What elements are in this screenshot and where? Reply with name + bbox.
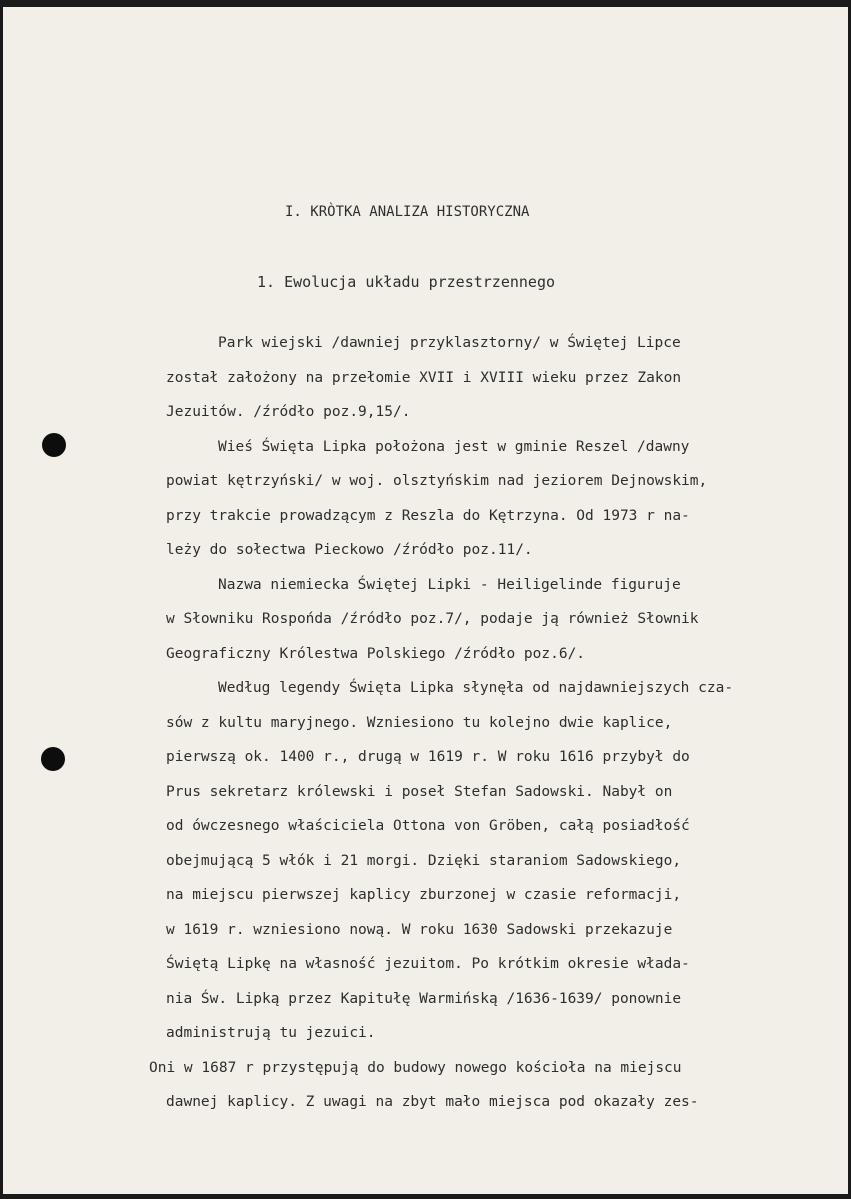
text-line: administrują tu jezuici. <box>166 1025 376 1041</box>
text-line: nia Św. Lipką przez Kapitułę Warmińską /1636-1639/ ponownie <box>166 990 682 1007</box>
text-line: Nazwa niemiecka Świętej Lipki - Heiligelinde figuruje <box>218 576 681 593</box>
text-line: obejmującą 5 włók i 21 morgi. Dzięki staraniom Sadowskiego, <box>166 852 682 869</box>
text-line: sów z kultu maryjnego. Wzniesiono tu kolejno dwie kaplice, <box>166 714 673 731</box>
text-line: w Słowniku Rospońda /źródło poz.7/, podaje ją również Słownik <box>166 611 699 627</box>
punch-hole-bottom <box>41 747 65 771</box>
text-line: Wieś Święta Lipka położona jest w gminie Reszel /dawny <box>218 438 690 455</box>
text-line: Oni w 1687 r przystępują do budowy nowego kościoła na miejscu <box>149 1059 682 1076</box>
text-line: pierwszą ok. 1400 r., drugą w 1619 r. W roku 1616 przybył do <box>166 749 690 765</box>
document-page <box>3 7 848 1194</box>
text-line: w 1619 r. wzniesiono nową. W roku 1630 Sadowski przekazuje <box>166 921 673 938</box>
text-line: przy trakcie prowadzącym z Reszla do Kętrzyna. Od 1973 r na- <box>166 507 690 524</box>
text-line: Według legendy Święta Lipka słynęła od najdawniejszych cza- <box>218 680 734 696</box>
text-line: na miejscu pierwszej kaplicy zburzonej w czasie reformacji, <box>166 887 682 903</box>
text-line: Geograficzny Królestwa Polskiego /źródło poz.6/. <box>166 645 586 662</box>
text-line: został założony na przełomie XVII i XVIII wieku przez Zakon <box>166 369 682 386</box>
body-text <box>149 326 846 1120</box>
text-line: Świętą Lipkę na własność jezuitom. Po krótkim okresie władа- <box>166 956 690 972</box>
subsection-heading: 1. Ewolucja układu przestrzennego <box>257 273 556 291</box>
text-line: Park wiejski /dawniej przyklasztorny/ w Świętej Lipce <box>218 335 681 351</box>
text-line: leży do sołectwa Pieckowo /źródło poz.11/. <box>166 542 533 558</box>
text-line: Jezuitów. /źródło poz.9,15/. <box>166 404 411 420</box>
text-line: powiat kętrzyński/ w woj. olsztyńskim nad jeziorem Dejnowskim, <box>166 473 708 489</box>
section-heading: I. KRÒTKA ANALIZA HISTORYCZNA <box>285 204 530 220</box>
punch-hole-top <box>42 433 66 457</box>
text-line: od ówczesnego właściciela Ottona von Gröben, całą posiadłość <box>166 818 690 834</box>
text-line: dawnej kaplicy. Z uwagi na zbyt mało miejsca pod okazały zes- <box>166 1094 699 1110</box>
text-line: Prus sekretarz królewski i poseł Stefan Sadowski. Nabył on <box>166 783 673 800</box>
